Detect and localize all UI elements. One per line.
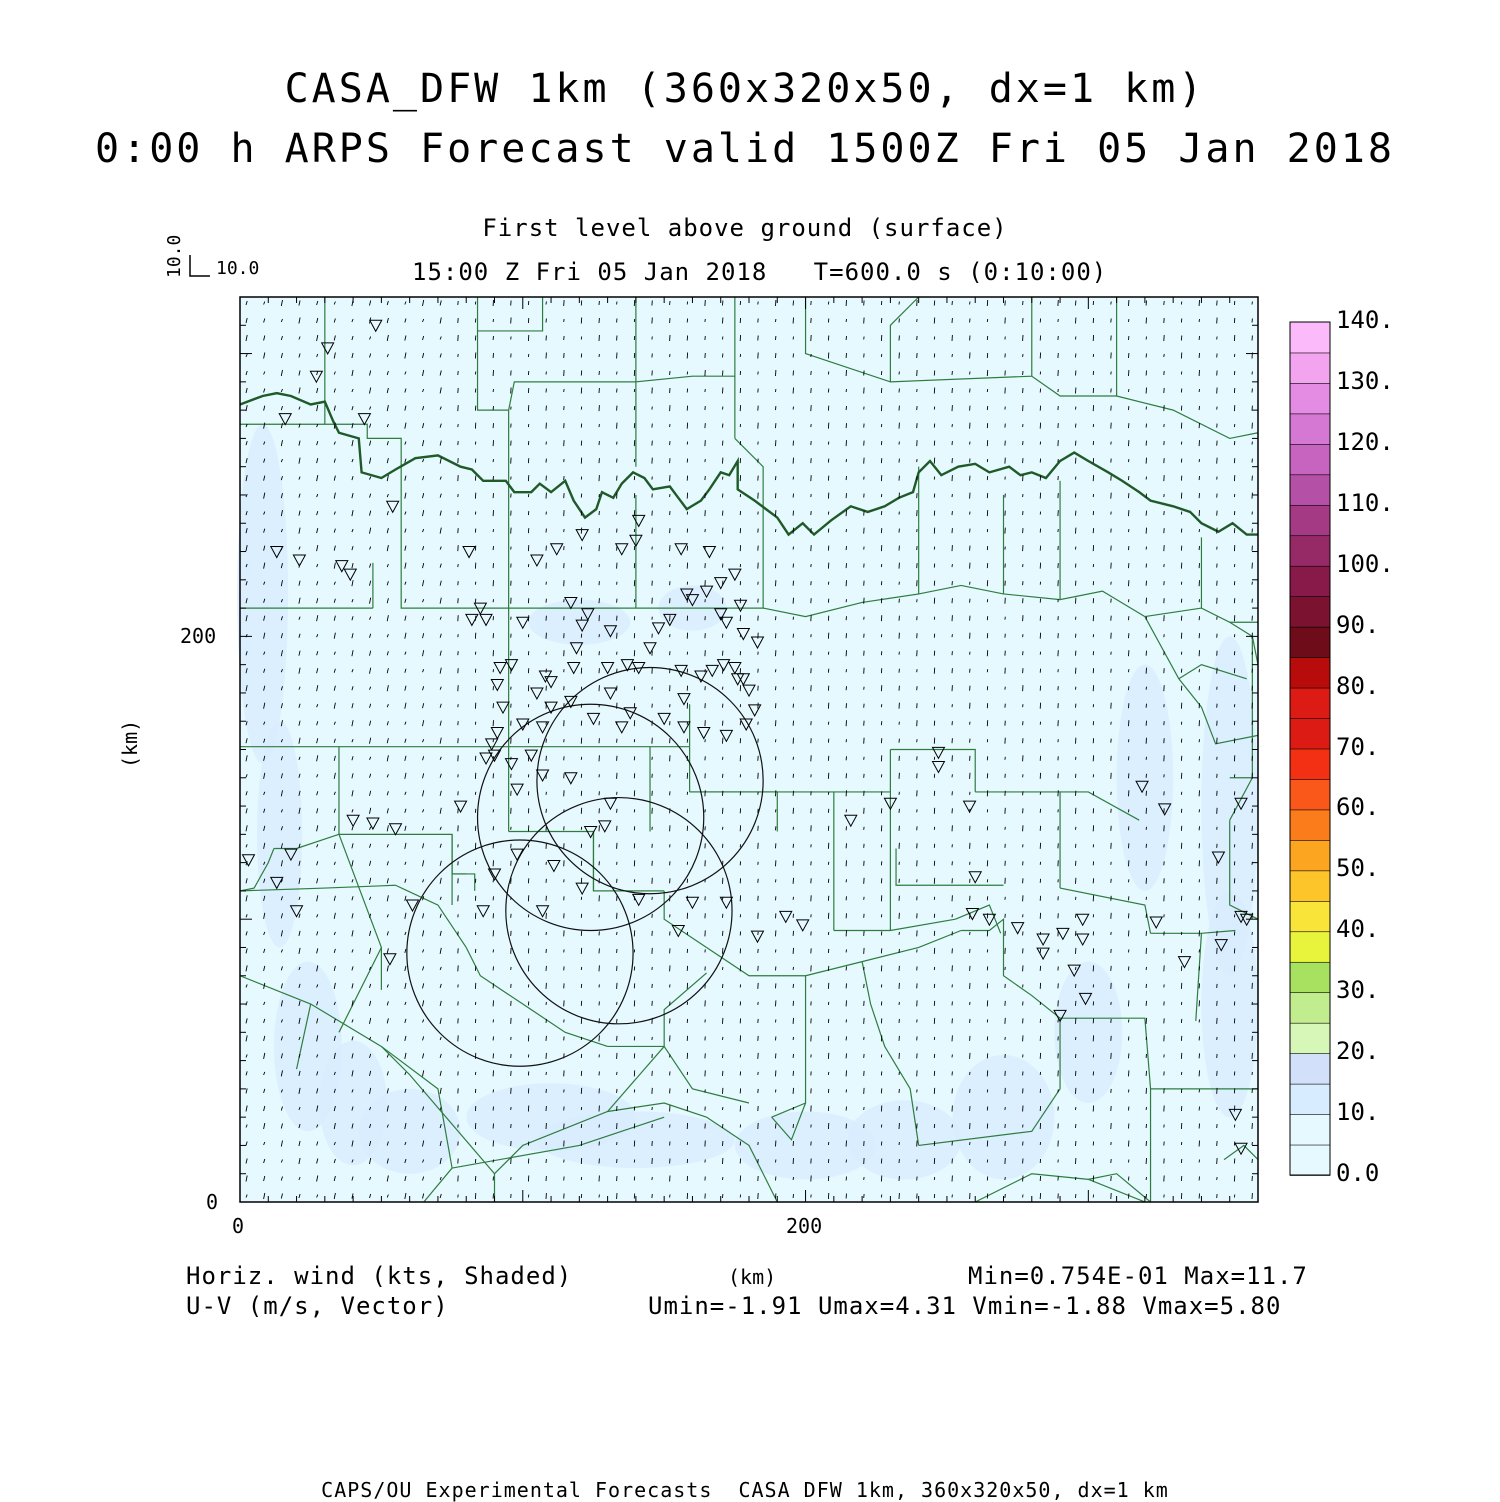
colorbar-label: 110. <box>1336 488 1394 517</box>
colorbar-swatch <box>1290 1145 1330 1176</box>
colorbar-label: 70. <box>1336 732 1380 761</box>
colorbar-swatch <box>1290 322 1330 353</box>
y-axis-label: (km) <box>118 719 142 768</box>
wind-speed-patch <box>848 1100 961 1179</box>
level-label: First level above ground (surface) <box>482 214 1008 242</box>
colorbar-swatch <box>1290 566 1330 597</box>
y-tick-label: 200 <box>180 624 217 648</box>
colorbar-swatch <box>1290 809 1330 840</box>
colorbar-label: 20. <box>1336 1037 1380 1066</box>
colorbar-swatch <box>1290 1084 1330 1115</box>
wind-speed-patch <box>1201 891 1258 1117</box>
footer-credit: CAPS/OU Experimental Forecasts CASA DFW 1km, 360x320x50, dx=1 km <box>321 1478 1169 1502</box>
colorbar-swatch <box>1290 901 1330 932</box>
colorbar-swatch <box>1290 1053 1330 1084</box>
colorbar-swatch <box>1290 992 1330 1023</box>
reference-vector-x-label: 10.0 <box>216 258 260 279</box>
colorbar-label: 60. <box>1336 793 1380 822</box>
colorbar <box>1290 322 1330 1176</box>
colorbar-label: 100. <box>1336 549 1394 578</box>
wind-speed-patch <box>257 721 302 947</box>
colorbar-swatch <box>1290 779 1330 810</box>
plot-title: CASA_DFW 1km (360x320x50, dx=1 km) <box>284 66 1206 112</box>
colorbar-swatch <box>1290 444 1330 475</box>
colorbar-swatch <box>1290 870 1330 901</box>
colorbar-swatch <box>1290 840 1330 871</box>
wind-speed-patch <box>1054 962 1122 1103</box>
x-tick-label: 0 <box>232 1214 245 1238</box>
min-max-values: Min=0.754E-01 Max=11.7 <box>968 1262 1308 1290</box>
wind-speed-patch <box>528 600 630 645</box>
colorbar-label: 30. <box>1336 976 1380 1005</box>
colorbar-swatch <box>1290 535 1330 566</box>
colorbar-swatch <box>1290 596 1330 627</box>
colorbar-label: 80. <box>1336 671 1380 700</box>
reference-vector-y-label: 10.0 <box>164 234 185 278</box>
y-tick-label: 0 <box>206 1190 219 1214</box>
colorbar-label: 140. <box>1336 306 1394 334</box>
colorbar-swatch <box>1290 505 1330 536</box>
shaded-field-description: Horiz. wind (kts, Shaded) <box>186 1262 573 1290</box>
forecast-validity-title: 0:00 h ARPS Forecast valid 1500Z Fri 05 Jan 2018 <box>95 126 1395 172</box>
colorbar-swatch <box>1290 962 1330 993</box>
reference-vector-icon <box>190 255 210 276</box>
colorbar-swatch <box>1290 474 1330 505</box>
x-axis-label: (km) <box>728 1265 777 1289</box>
wind-speed-field <box>237 297 1258 1202</box>
colorbar-label: 130. <box>1336 366 1394 395</box>
colorbar-label: 90. <box>1336 610 1380 639</box>
wind-speed-patch <box>953 1055 1055 1179</box>
colorbar-label: 0.0 <box>1336 1159 1380 1187</box>
vector-field-description: U-V (m/s, Vector) <box>186 1292 449 1320</box>
colorbar-swatch <box>1290 688 1330 719</box>
wind-speed-patch <box>237 424 288 763</box>
wind-speed-patch <box>1117 665 1174 891</box>
time-label: 15:00 Z Fri 05 Jan 2018 T=600.0 s (0:10:00) <box>412 258 1108 286</box>
colorbar-swatch <box>1290 352 1330 383</box>
colorbar-swatch <box>1290 931 1330 962</box>
colorbar-swatch <box>1290 627 1330 658</box>
colorbar-label: 10. <box>1336 1098 1380 1127</box>
colorbar-label: 50. <box>1336 854 1380 883</box>
colorbar-swatch <box>1290 1023 1330 1054</box>
colorbar-swatch <box>1290 383 1330 414</box>
colorbar-swatch <box>1290 413 1330 444</box>
colorbar-label: 40. <box>1336 915 1380 944</box>
colorbar-swatch <box>1290 718 1330 749</box>
reference-vector-shape <box>190 255 210 276</box>
colorbar-swatch <box>1290 1114 1330 1145</box>
colorbar-swatch <box>1290 749 1330 780</box>
colorbar-label: 120. <box>1336 427 1394 456</box>
uv-min-max-values: Umin=-1.91 Umax=4.31 Vmin=-1.88 Vmax=5.80 <box>648 1292 1282 1320</box>
colorbar-swatch <box>1290 657 1330 688</box>
x-tick-label: 200 <box>786 1214 823 1238</box>
